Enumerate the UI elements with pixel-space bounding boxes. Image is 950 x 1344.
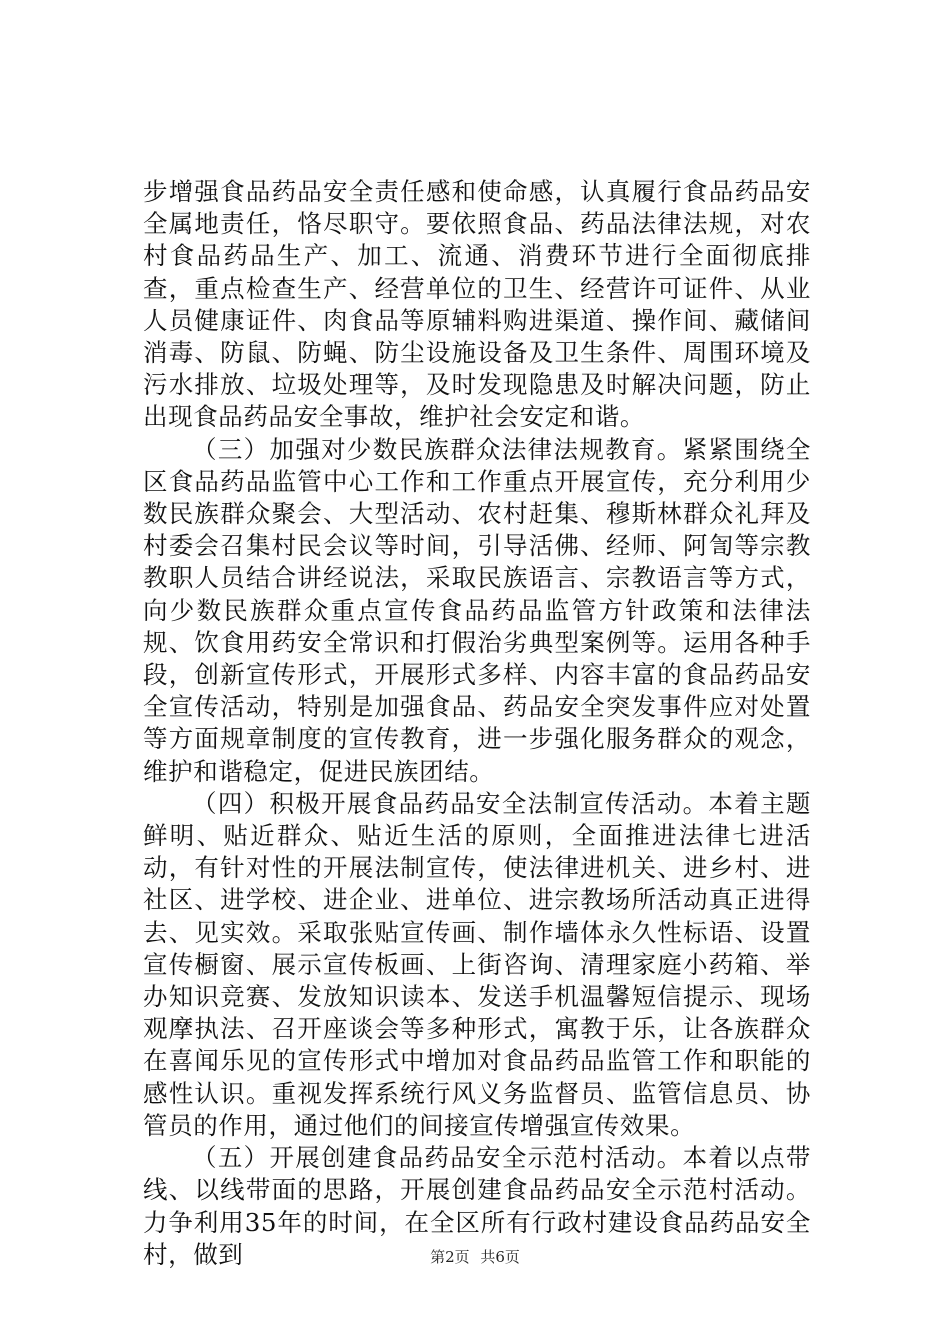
paragraph-continuation: 步增强食品药品安全责任感和使命感，认真履行食品药品安全属地责任，恪尽职守。要依照食品、药品法律法规，对农村食品药品生产、加工、流通、消费环节进行全面彻底排查，重点检查生产、经营单位的卫生、经营许可证件、从业人员健康证件、肉食品等原辅料购进渠道、操作间、藏储间消毒、防鼠、防蝇、防尘设施设备及卫生条件、周围环境及污水排放、垃圾处理等，及时发现隐患及时解决问题，防止出现食品药品安全事故，维护社会安定和谐。 — [143, 177, 811, 432]
paragraph-section-4: （四）积极开展食品药品安全法制宣传活动。本着主题鲜明、贴近群众、贴近生活的原则，全面推进法律七进活动，有针对性的开展法制宣传，使法律进机关、进乡村、进社区、进学校、进企业、进单位、进宗教场所活动真正进得去、见实效。采取张贴宣传画、制作墙体永久性标语、设置宣传橱窗、展示宣传板画、上街咨询、清理家庭小药箱、举办知识竞赛、发放知识读本、发送手机温馨短信提示、现场观摩执法、召开座谈会等多种形式，寓教于乐，让各族群众在喜闻乐见的宣传形式中增加对食品药品监管工作和职能的感性认识。重视发挥系统行风义务监督员、监管信息员、协管员的作用，通过他们的间接宣传增强宣传效果。 — [143, 788, 811, 1140]
page-footer — [0, 1246, 950, 1267]
document-body — [143, 176, 811, 1271]
paragraph-section-3: （三）加强对少数民族群众法律法规教育。紧紧围绕全区食品药品监管中心工作和工作重点开展宣传，充分利用少数民族群众聚会、大型活动、农村赶集、穆斯林群众礼拜及村委会召集村民会议等时间，引导活佛、经师、阿訇等宗教教职人员结合讲经说法，采取民族语言、宗教语言等方式，向少数民族群众重点宣传食品药品监管方针政策和法律法规、饮食用药安全常识和打假治劣典型案例等。运用各种手段，创新宣传形式，开展形式多样、内容丰富的食品药品安全宣传活动，特别是加强食品、药品安全突发事件应对处置等方面规章制度的宣传教育，进一步强化服务群众的观念，维护和谐稳定，促进民族团结。 — [143, 434, 811, 786]
page-number: 第2页 — [430, 1248, 470, 1266]
page-total: 共6页 — [480, 1248, 520, 1266]
paragraph-section-5: （五）开展创建食品药品安全示范村活动。本着以点带线、以线带面的思路，开展创建食品药品安全示范村活动。力争利用35年的时间，在全区所有行政村建设食品药品安全村，做到 — [143, 1143, 811, 1269]
